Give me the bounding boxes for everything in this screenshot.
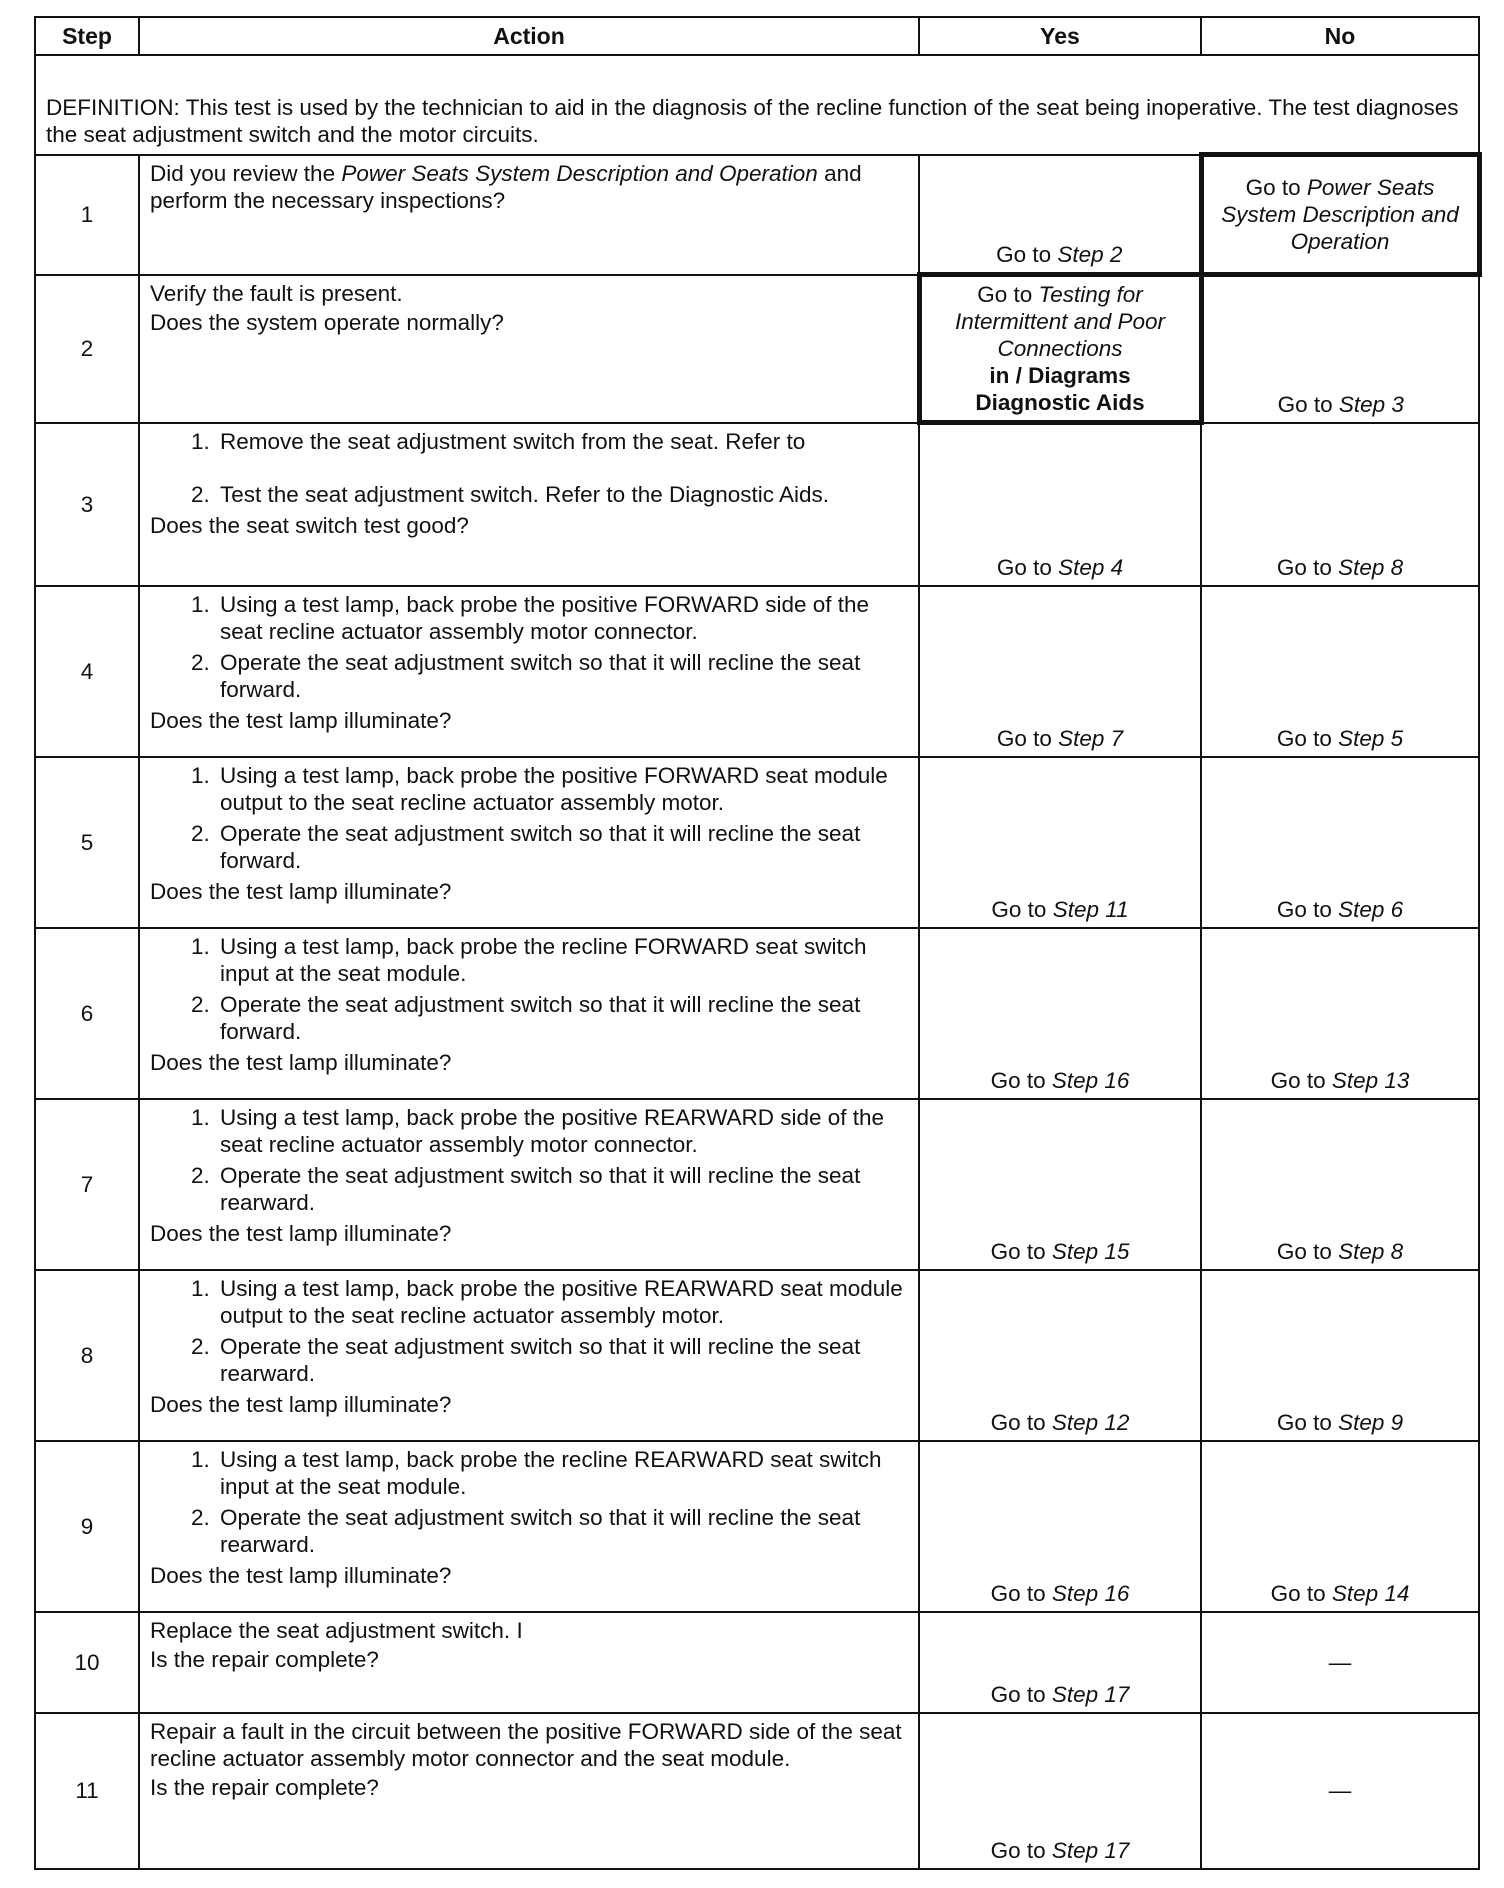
step-word: Step bbox=[1331, 1580, 1385, 1606]
list-item: 2. Operate the seat adjustment switch so that it will recline the seat rearward. bbox=[216, 1333, 908, 1387]
dash: — bbox=[1328, 1649, 1352, 1675]
list-item: 1. Remove the seat adjustment switch from the seat. Refer to bbox=[216, 428, 908, 455]
action-text: Replace the seat adjustment switch. I bbox=[150, 1617, 523, 1643]
yes-cell bbox=[919, 155, 1201, 275]
step-target: 6 bbox=[1390, 896, 1404, 922]
yes-cell bbox=[919, 1713, 1201, 1869]
no-cell bbox=[1201, 1612, 1479, 1713]
step-link[interactable] bbox=[1332, 1068, 1410, 1093]
action-cell bbox=[139, 423, 919, 586]
step-target: 9 bbox=[1390, 1409, 1404, 1435]
step-target: 8 bbox=[1390, 554, 1404, 580]
yes-cell bbox=[919, 757, 1201, 928]
step-link[interactable] bbox=[1058, 726, 1123, 751]
list-item: 2. Test the seat adjustment switch. Refer to the Diagnostic Aids. bbox=[216, 481, 908, 508]
goto-prefix: Go to bbox=[996, 242, 1058, 267]
step-link[interactable] bbox=[1058, 555, 1123, 580]
diagnostic-table bbox=[34, 16, 1482, 1870]
yes-cell bbox=[919, 423, 1201, 586]
step-word: Step bbox=[1052, 896, 1106, 922]
no-cell bbox=[1201, 1441, 1479, 1612]
yes-cell bbox=[919, 1270, 1201, 1441]
yes-cell bbox=[919, 1099, 1201, 1270]
definition-row bbox=[35, 55, 1479, 155]
step-number: 8 bbox=[35, 1270, 139, 1441]
action-cell bbox=[139, 586, 919, 757]
step-link[interactable] bbox=[1332, 1581, 1410, 1606]
goto-prefix: Go to bbox=[1270, 1067, 1332, 1093]
doc-reference-link[interactable]: Testing for Intermittent and Poor Connections bbox=[954, 282, 1166, 361]
action-text-part: and perform the necessary inspections? bbox=[150, 160, 862, 213]
list-item: 1. Using a test lamp, back probe the recline REARWARD seat switch input at the seat module. bbox=[216, 1446, 908, 1500]
question-text: Does the test lamp illuminate? bbox=[150, 878, 452, 904]
goto-prefix: Go to bbox=[990, 1837, 1052, 1863]
action-text: Verify the fault is present. bbox=[150, 280, 403, 306]
no-cell bbox=[1201, 757, 1479, 928]
list-item: 2. Operate the seat adjustment switch so that it will recline the seat forward. bbox=[216, 649, 908, 703]
step-link[interactable] bbox=[1052, 1581, 1130, 1606]
no-cell bbox=[1201, 275, 1479, 423]
action-list bbox=[150, 591, 908, 703]
table-row bbox=[35, 757, 1479, 928]
step-target: 17 bbox=[1104, 1837, 1130, 1863]
no-cell bbox=[1201, 1270, 1479, 1441]
step-word: Step bbox=[1057, 242, 1110, 267]
table-row bbox=[35, 1270, 1479, 1441]
step-word: Step bbox=[1051, 1681, 1105, 1707]
action-list bbox=[150, 1275, 908, 1387]
step-number: 5 bbox=[35, 757, 139, 928]
step-target: 16 bbox=[1104, 1580, 1130, 1606]
no-cell bbox=[1201, 586, 1479, 757]
step-word: Step bbox=[1051, 1067, 1105, 1093]
step-target: 8 bbox=[1390, 1238, 1404, 1264]
step-link[interactable] bbox=[1052, 1838, 1130, 1863]
doc-reference-link[interactable]: Power Seats System Description and Operation bbox=[1221, 175, 1459, 254]
table-row bbox=[35, 586, 1479, 757]
step-target: 12 bbox=[1104, 1409, 1130, 1435]
header-yes: Yes bbox=[919, 17, 1201, 55]
step-word: Step bbox=[1338, 1409, 1391, 1435]
goto-prefix: Go to bbox=[1276, 554, 1339, 580]
step-link[interactable] bbox=[1339, 392, 1404, 417]
step-number: 7 bbox=[35, 1099, 139, 1270]
step-link[interactable] bbox=[1052, 1239, 1130, 1264]
step-target: 7 bbox=[1110, 725, 1124, 751]
table-row bbox=[35, 1099, 1479, 1270]
table-row bbox=[35, 1612, 1479, 1713]
step-target: 13 bbox=[1384, 1067, 1410, 1093]
action-text: Repair a fault in the circuit between the positive FORWARD side of the seat recline actuator assembly motor connector and the seat module. bbox=[150, 1718, 902, 1771]
goto-prefix: Go to bbox=[996, 725, 1059, 751]
list-item: 2. Operate the seat adjustment switch so that it will recline the seat forward. bbox=[216, 820, 908, 874]
step-link[interactable] bbox=[1052, 1410, 1130, 1435]
list-item: 2. Operate the seat adjustment switch so that it will recline the seat rearward. bbox=[216, 1504, 908, 1558]
step-target: 17 bbox=[1104, 1681, 1130, 1707]
question-text: Does the test lamp illuminate? bbox=[150, 1562, 452, 1588]
step-link[interactable] bbox=[1338, 1239, 1403, 1264]
action-text-part: Did you review the bbox=[150, 160, 342, 186]
step-target: 5 bbox=[1390, 725, 1404, 751]
action-cell bbox=[139, 928, 919, 1099]
table-row bbox=[35, 1441, 1479, 1612]
yes-cell bbox=[919, 1612, 1201, 1713]
doc-location: in / Diagrams bbox=[989, 363, 1131, 388]
goto-prefix: Go to bbox=[991, 896, 1053, 922]
step-link[interactable] bbox=[1338, 897, 1403, 922]
step-word: Step bbox=[1058, 554, 1111, 580]
goto-prefix: Go to bbox=[1276, 1238, 1339, 1264]
step-word: Step bbox=[1051, 1409, 1105, 1435]
list-item: 1. Using a test lamp, back probe the positive REARWARD seat module output to the seat recline actuator assembly motor. bbox=[216, 1275, 908, 1329]
goto-prefix: Go to bbox=[1277, 391, 1339, 417]
question-text: Is the repair complete? bbox=[150, 1646, 379, 1672]
goto-prefix: Go to bbox=[1276, 896, 1339, 922]
yes-cell bbox=[919, 275, 1201, 423]
step-number: 9 bbox=[35, 1441, 139, 1612]
action-list bbox=[150, 1104, 908, 1216]
header-no: No bbox=[1201, 17, 1479, 55]
step-target: 15 bbox=[1104, 1238, 1130, 1264]
step-link[interactable] bbox=[1338, 1410, 1403, 1435]
action-cell bbox=[139, 1713, 919, 1869]
goto-prefix: Go to bbox=[990, 1681, 1052, 1707]
goto-prefix: Go to bbox=[990, 1409, 1052, 1435]
list-item: 2. Operate the seat adjustment switch so that it will recline the seat rearward. bbox=[216, 1162, 908, 1216]
question-text: Does the test lamp illuminate? bbox=[150, 1049, 452, 1075]
yes-cell bbox=[919, 586, 1201, 757]
goto-prefix: Go to bbox=[996, 554, 1059, 580]
list-item: 1. Using a test lamp, back probe the positive FORWARD seat module output to the seat recline actuator assembly motor. bbox=[216, 762, 908, 816]
header-action: Action bbox=[139, 17, 919, 55]
step-number: 6 bbox=[35, 928, 139, 1099]
list-item: 1. Using a test lamp, back probe the positive REARWARD side of the seat recline actuator assembly motor connector. bbox=[216, 1104, 908, 1158]
goto-prefix: Go to bbox=[1245, 175, 1307, 200]
table-row bbox=[35, 423, 1479, 586]
step-word: Step bbox=[1051, 1837, 1105, 1863]
table-row bbox=[35, 155, 1479, 275]
question-text: Does the test lamp illuminate? bbox=[150, 1391, 452, 1417]
dash: — bbox=[1328, 1778, 1352, 1803]
step-link[interactable] bbox=[1052, 1068, 1130, 1093]
goto-prefix: Go to bbox=[990, 1067, 1052, 1093]
step-word: Step bbox=[1338, 1238, 1391, 1264]
goto-prefix: Go to bbox=[990, 1238, 1052, 1264]
action-cell bbox=[139, 1612, 919, 1713]
goto-prefix: Go to bbox=[1276, 725, 1339, 751]
list-item: 1. Using a test lamp, back probe the positive FORWARD side of the seat recline actuator assembly motor connector. bbox=[216, 591, 908, 645]
yes-cell bbox=[919, 928, 1201, 1099]
list-item: 1. Using a test lamp, back probe the recline FORWARD seat switch input at the seat module. bbox=[216, 933, 908, 987]
goto-prefix: Go to bbox=[1270, 1580, 1332, 1606]
action-list bbox=[150, 933, 908, 1045]
step-target: 2 bbox=[1109, 242, 1123, 267]
action-list bbox=[150, 1446, 908, 1558]
no-cell bbox=[1201, 423, 1479, 586]
step-target: 11 bbox=[1105, 896, 1129, 922]
action-list bbox=[150, 762, 908, 874]
action-cell bbox=[139, 1099, 919, 1270]
action-cell bbox=[139, 1441, 919, 1612]
step-word: Step bbox=[1051, 1580, 1105, 1606]
step-number: 4 bbox=[35, 586, 139, 757]
action-cell bbox=[139, 1270, 919, 1441]
step-word: Step bbox=[1338, 554, 1391, 580]
question-text: Does the test lamp illuminate? bbox=[150, 1220, 452, 1246]
step-number: 3 bbox=[35, 423, 139, 586]
definition-cell bbox=[35, 55, 1479, 155]
step-target: 14 bbox=[1384, 1580, 1410, 1606]
step-target: 3 bbox=[1391, 391, 1404, 417]
question-text: Does the seat switch test good? bbox=[150, 512, 469, 538]
action-cell bbox=[139, 757, 919, 928]
doc-location: Diagnostic Aids bbox=[975, 390, 1145, 415]
no-cell bbox=[1201, 155, 1479, 275]
step-target: 16 bbox=[1104, 1067, 1130, 1093]
step-word: Step bbox=[1338, 725, 1391, 751]
action-list bbox=[150, 428, 908, 508]
question-text: Does the test lamp illuminate? bbox=[150, 707, 452, 733]
step-word: Step bbox=[1058, 725, 1111, 751]
no-cell bbox=[1201, 928, 1479, 1099]
step-number: 11 bbox=[35, 1713, 139, 1869]
step-number: 1 bbox=[35, 155, 139, 275]
action-cell bbox=[139, 275, 919, 423]
action-cell bbox=[139, 155, 919, 275]
goto-prefix: Go to bbox=[977, 282, 1039, 307]
step-word: Step bbox=[1051, 1238, 1105, 1264]
goto-prefix: Go to bbox=[1276, 1409, 1339, 1435]
question-text: Does the system operate normally? bbox=[150, 309, 504, 335]
table-row bbox=[35, 928, 1479, 1099]
header-row bbox=[35, 17, 1479, 55]
yes-cell bbox=[919, 1441, 1201, 1612]
definition-text: DEFINITION: This test is used by the technician to aid in the diagnosis of the recline function of the seat being inoperative. The test diagnoses the seat adjustment switch and the motor circuits. bbox=[46, 95, 1459, 147]
step-link[interactable] bbox=[1052, 1682, 1130, 1707]
goto-prefix: Go to bbox=[990, 1580, 1052, 1606]
table-row bbox=[35, 275, 1479, 423]
table-row bbox=[35, 1713, 1479, 1869]
step-word: Step bbox=[1331, 1067, 1385, 1093]
step-number: 2 bbox=[35, 275, 139, 423]
no-cell bbox=[1201, 1713, 1479, 1869]
action-text bbox=[150, 160, 908, 214]
step-target: 4 bbox=[1110, 554, 1124, 580]
header-step: Step bbox=[35, 17, 139, 55]
step-link[interactable] bbox=[1338, 726, 1403, 751]
step-link[interactable] bbox=[1053, 897, 1129, 922]
step-number: 10 bbox=[35, 1612, 139, 1713]
list-item: 2. Operate the seat adjustment switch so that it will recline the seat forward. bbox=[216, 991, 908, 1045]
step-link[interactable] bbox=[1338, 555, 1403, 580]
no-cell bbox=[1201, 1099, 1479, 1270]
step-word: Step bbox=[1338, 391, 1392, 417]
step-word: Step bbox=[1338, 896, 1391, 922]
question-text: Is the repair complete? bbox=[150, 1774, 379, 1800]
step-link[interactable] bbox=[1057, 242, 1122, 267]
doc-reference: Power Seats System Description and Operation bbox=[341, 160, 818, 186]
